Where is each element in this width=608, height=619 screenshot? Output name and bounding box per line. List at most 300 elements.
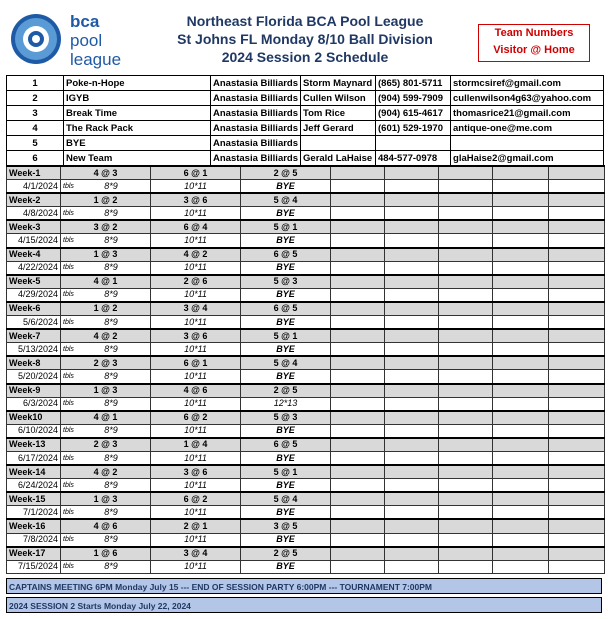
empty-cell (385, 519, 439, 533)
table-assignment-cell: 10*11 (151, 397, 241, 411)
date-row (7, 424, 605, 438)
empty-cell (493, 261, 549, 275)
header (0, 0, 608, 75)
empty-cell (385, 193, 439, 207)
empty-cell (493, 424, 549, 438)
matchup-cell: 6 @ 2 (151, 492, 241, 506)
empty-cell (385, 343, 439, 357)
empty-cell (439, 316, 493, 330)
empty-cell (439, 356, 493, 370)
empty-cell (493, 329, 549, 343)
empty-cell (549, 275, 605, 289)
week-label: Week-13 (7, 438, 61, 452)
tables-value: 8*9 (104, 561, 118, 572)
matchup-cell: 1 @ 3 (61, 248, 151, 262)
table-assignment-cell: 10*11 (151, 316, 241, 330)
table-assignment-cell: BYE (241, 424, 331, 438)
week-label: Week-6 (7, 302, 61, 316)
logo-text-bca: bca (70, 12, 100, 31)
table-assignment-cell: BYE (241, 234, 331, 248)
matchup-cell: 5 @ 1 (241, 329, 331, 343)
matchup-cell: 2 @ 5 (241, 384, 331, 398)
empty-cell (493, 560, 549, 573)
matchup-cell: 5 @ 3 (241, 411, 331, 425)
empty-cell (549, 424, 605, 438)
tables-label: tbls (63, 318, 74, 326)
empty-cell (493, 411, 549, 425)
schedule-table (6, 165, 605, 574)
matchup-cell: 6 @ 5 (241, 438, 331, 452)
table-assignment-cell (61, 424, 151, 438)
empty-cell (331, 207, 385, 221)
logo-text-pool: pool (70, 31, 103, 50)
tables-label: tbls (63, 481, 74, 489)
tables-label: tbls (63, 345, 74, 353)
week-row (7, 465, 605, 479)
empty-cell (493, 451, 549, 465)
empty-cell (385, 248, 439, 262)
title-line-2: St Johns FL Monday 8/10 Ball Division (177, 31, 433, 47)
team-captain: Storm Maynard (301, 76, 376, 91)
matchup-cell: 1 @ 3 (61, 492, 151, 506)
matchup-cell: 1 @ 2 (61, 193, 151, 207)
empty-cell (331, 234, 385, 248)
empty-cell (549, 547, 605, 561)
empty-cell (439, 519, 493, 533)
week-label: Week-3 (7, 220, 61, 234)
empty-cell (493, 533, 549, 547)
empty-cell (385, 180, 439, 194)
week-label: Week-5 (7, 275, 61, 289)
tables-label: tbls (63, 182, 74, 190)
team-number: 3 (7, 106, 64, 121)
empty-cell (385, 451, 439, 465)
week-label: Week-14 (7, 465, 61, 479)
logo-text-league: league (70, 50, 122, 69)
matchup-cell: 3 @ 6 (151, 193, 241, 207)
empty-cell (385, 261, 439, 275)
team-number: 2 (7, 91, 64, 106)
matchup-cell: 1 @ 2 (61, 302, 151, 316)
tables-label: tbls (63, 264, 74, 272)
empty-cell (439, 180, 493, 194)
week-row (7, 302, 605, 316)
empty-cell (331, 193, 385, 207)
tables-value: 8*9 (104, 479, 118, 490)
empty-cell (549, 411, 605, 425)
week-row (7, 329, 605, 343)
empty-cell (549, 479, 605, 493)
empty-cell (439, 248, 493, 262)
table-assignment-cell: 10*11 (151, 451, 241, 465)
table-assignment-cell: BYE (241, 207, 331, 221)
empty-cell (385, 397, 439, 411)
matchup-cell: 5 @ 4 (241, 193, 331, 207)
empty-cell (439, 397, 493, 411)
empty-cell (385, 316, 439, 330)
tables-label: tbls (63, 427, 74, 435)
table-assignment-cell: 10*11 (151, 506, 241, 520)
table-assignment-cell: BYE (241, 370, 331, 384)
tables-value: 8*9 (104, 425, 118, 436)
empty-cell (385, 288, 439, 302)
bca-logo (10, 8, 130, 70)
empty-cell (385, 234, 439, 248)
team-phone (376, 136, 451, 151)
team-phone: (904) 615-4617 (376, 106, 451, 121)
table-assignment-cell: 10*11 (151, 261, 241, 275)
table-assignment-cell: 10*11 (151, 560, 241, 573)
empty-cell (331, 533, 385, 547)
table-assignment-cell (61, 288, 151, 302)
team-phone: 484-577-0978 (376, 151, 451, 166)
matchup-cell: 6 @ 1 (151, 356, 241, 370)
team-name: Poke-n-Hope (64, 76, 211, 91)
tables-label: tbls (63, 508, 74, 516)
empty-cell (493, 519, 549, 533)
week-date: 4/1/2024 (7, 180, 61, 194)
week-date: 4/29/2024 (7, 288, 61, 302)
table-assignment-cell: 10*11 (151, 424, 241, 438)
team-captain (301, 136, 376, 151)
empty-cell (385, 438, 439, 452)
matchup-cell: 4 @ 1 (61, 411, 151, 425)
matchup-cell: 6 @ 5 (241, 302, 331, 316)
empty-cell (439, 193, 493, 207)
team-row (7, 136, 604, 151)
week-label: Week-7 (7, 329, 61, 343)
empty-cell (439, 438, 493, 452)
empty-cell (549, 207, 605, 221)
empty-cell (493, 343, 549, 357)
team-venue: Anastasia Billiards (211, 121, 301, 136)
matchup-cell: 2 @ 6 (151, 275, 241, 289)
week-date: 6/3/2024 (7, 397, 61, 411)
date-row (7, 397, 605, 411)
empty-cell (331, 547, 385, 561)
empty-cell (493, 220, 549, 234)
empty-cell (439, 533, 493, 547)
empty-cell (331, 519, 385, 533)
team-email: thomasrice21@gmail.com (451, 106, 604, 121)
matchup-cell: 3 @ 4 (151, 547, 241, 561)
table-assignment-cell (61, 370, 151, 384)
empty-cell (549, 343, 605, 357)
table-assignment-cell (61, 451, 151, 465)
team-venue: Anastasia Billiards (211, 91, 301, 106)
matchup-cell: 5 @ 3 (241, 275, 331, 289)
tables-label: tbls (63, 400, 74, 408)
empty-cell (549, 465, 605, 479)
team-phone: (904) 599-7909 (376, 91, 451, 106)
week-row (7, 248, 605, 262)
team-email: cullenwilson4g63@yahoo.com (451, 91, 604, 106)
week-date: 4/22/2024 (7, 261, 61, 275)
week-date: 4/15/2024 (7, 234, 61, 248)
team-captain: Jeff Gerard (301, 121, 376, 136)
date-row (7, 506, 605, 520)
week-date: 5/13/2024 (7, 343, 61, 357)
week-row (7, 356, 605, 370)
date-row (7, 316, 605, 330)
empty-cell (331, 397, 385, 411)
empty-cell (385, 166, 439, 180)
table-assignment-cell: BYE (241, 261, 331, 275)
captains-meeting-banner: CAPTAINS MEETING 6PM Monday July 15 --- END OF SESSION PARTY 6:00PM --- TOURNAMENT 7:00PM (6, 578, 602, 594)
empty-cell (331, 275, 385, 289)
empty-cell (439, 343, 493, 357)
table-assignment-cell: BYE (241, 451, 331, 465)
empty-cell (439, 220, 493, 234)
matchup-cell: 1 @ 4 (151, 438, 241, 452)
matchup-cell: 6 @ 2 (151, 411, 241, 425)
team-email: stormcsiref@gmail.com (451, 76, 604, 91)
empty-cell (331, 370, 385, 384)
team-captain: Gerald LaHaise (301, 151, 376, 166)
date-row (7, 207, 605, 221)
tables-value: 8*9 (104, 506, 118, 517)
table-assignment-cell: BYE (241, 560, 331, 573)
empty-cell (331, 343, 385, 357)
table-assignment-cell: BYE (241, 316, 331, 330)
week-row (7, 519, 605, 533)
bca-logo-icon (10, 8, 130, 70)
empty-cell (439, 465, 493, 479)
tables-label: tbls (63, 237, 74, 245)
table-assignment-cell: 10*11 (151, 370, 241, 384)
empty-cell (439, 261, 493, 275)
matchup-cell: 5 @ 1 (241, 465, 331, 479)
date-row (7, 343, 605, 357)
empty-cell (331, 220, 385, 234)
date-row (7, 533, 605, 547)
empty-cell (549, 248, 605, 262)
team-number: 1 (7, 76, 64, 91)
empty-cell (493, 384, 549, 398)
empty-cell (493, 316, 549, 330)
table-assignment-cell: BYE (241, 533, 331, 547)
table-assignment-cell: 10*11 (151, 533, 241, 547)
empty-cell (385, 424, 439, 438)
empty-cell (549, 384, 605, 398)
empty-cell (549, 166, 605, 180)
empty-cell (331, 492, 385, 506)
week-label: Week-4 (7, 248, 61, 262)
week-label: Week-16 (7, 519, 61, 533)
empty-cell (549, 234, 605, 248)
empty-cell (385, 329, 439, 343)
empty-cell (331, 479, 385, 493)
empty-cell (549, 506, 605, 520)
empty-cell (549, 397, 605, 411)
empty-cell (549, 288, 605, 302)
tables-value: 8*9 (104, 207, 118, 218)
empty-cell (549, 193, 605, 207)
empty-cell (439, 166, 493, 180)
tables-label: tbls (63, 209, 74, 217)
table-assignment-cell (61, 261, 151, 275)
table-assignment-cell: BYE (241, 288, 331, 302)
table-assignment-cell: 10*11 (151, 207, 241, 221)
page-title (150, 12, 460, 66)
team-venue: Anastasia Billiards (211, 136, 301, 151)
empty-cell (331, 180, 385, 194)
week-date: 6/24/2024 (7, 479, 61, 493)
week-row (7, 220, 605, 234)
date-row (7, 261, 605, 275)
tables-label: tbls (63, 536, 74, 544)
table-assignment-cell: 10*11 (151, 343, 241, 357)
matchup-cell: 3 @ 5 (241, 519, 331, 533)
week-row (7, 275, 605, 289)
week-label: Week-15 (7, 492, 61, 506)
week-label: Week-8 (7, 356, 61, 370)
matchup-cell: 3 @ 2 (61, 220, 151, 234)
table-assignment-cell (61, 506, 151, 520)
week-label: Week10 (7, 411, 61, 425)
empty-cell (331, 302, 385, 316)
tables-label: tbls (63, 563, 74, 571)
tables-label: tbls (63, 372, 74, 380)
tables-value: 8*9 (104, 180, 118, 191)
empty-cell (493, 234, 549, 248)
empty-cell (549, 519, 605, 533)
matchup-cell: 5 @ 4 (241, 492, 331, 506)
tables-value: 8*9 (104, 262, 118, 273)
title-line-3: 2024 Session 2 Schedule (221, 49, 389, 65)
empty-cell (439, 275, 493, 289)
matchup-cell: 2 @ 3 (61, 356, 151, 370)
empty-cell (331, 438, 385, 452)
empty-cell (549, 261, 605, 275)
team-captain: Cullen Wilson (301, 91, 376, 106)
empty-cell (493, 465, 549, 479)
week-row (7, 193, 605, 207)
empty-cell (549, 180, 605, 194)
date-row (7, 451, 605, 465)
tables-value: 8*9 (104, 316, 118, 327)
empty-cell (439, 207, 493, 221)
table-assignment-cell: 10*11 (151, 180, 241, 194)
empty-cell (493, 356, 549, 370)
week-label: Week-2 (7, 193, 61, 207)
empty-cell (385, 384, 439, 398)
empty-cell (493, 275, 549, 289)
empty-cell (493, 207, 549, 221)
empty-cell (493, 193, 549, 207)
week-row (7, 547, 605, 561)
date-row (7, 180, 605, 194)
table-assignment-cell (61, 234, 151, 248)
team-email: glaHaise2@gmail.com (451, 151, 604, 166)
empty-cell (493, 479, 549, 493)
empty-cell (549, 451, 605, 465)
empty-cell (493, 248, 549, 262)
week-row (7, 166, 605, 180)
team-name: The Rack Pack (64, 121, 211, 136)
empty-cell (331, 261, 385, 275)
team-row (7, 106, 604, 121)
title-line-1: Northeast Florida BCA Pool League (186, 13, 424, 29)
empty-cell (331, 424, 385, 438)
team-phone: (865) 801-5711 (376, 76, 451, 91)
team-row (7, 76, 604, 91)
empty-cell (439, 479, 493, 493)
empty-cell (331, 506, 385, 520)
empty-cell (385, 465, 439, 479)
empty-cell (493, 180, 549, 194)
empty-cell (331, 411, 385, 425)
note-line-1: Team Numbers (494, 27, 574, 39)
team-row (7, 91, 604, 106)
empty-cell (549, 492, 605, 506)
matchup-cell: 3 @ 4 (151, 302, 241, 316)
empty-cell (331, 329, 385, 343)
empty-cell (385, 411, 439, 425)
matchup-cell: 4 @ 1 (61, 275, 151, 289)
matchup-cell: 4 @ 2 (151, 248, 241, 262)
table-assignment-cell: 10*11 (151, 479, 241, 493)
empty-cell (385, 560, 439, 573)
empty-cell (493, 492, 549, 506)
empty-cell (385, 356, 439, 370)
team-row (7, 121, 604, 136)
tables-value: 8*9 (104, 235, 118, 246)
matchup-cell: 6 @ 5 (241, 248, 331, 262)
empty-cell (331, 356, 385, 370)
matchup-cell: 5 @ 4 (241, 356, 331, 370)
empty-cell (549, 370, 605, 384)
tables-label: tbls (63, 454, 74, 462)
tables-value: 8*9 (104, 289, 118, 300)
matchup-cell: 4 @ 2 (61, 465, 151, 479)
week-row (7, 384, 605, 398)
table-assignment-cell: 10*11 (151, 288, 241, 302)
empty-cell (439, 424, 493, 438)
empty-cell (385, 547, 439, 561)
table-assignment-cell (61, 533, 151, 547)
empty-cell (331, 288, 385, 302)
team-numbers-note (478, 24, 590, 62)
matchup-cell: 4 @ 6 (61, 519, 151, 533)
empty-cell (331, 316, 385, 330)
empty-cell (331, 465, 385, 479)
tables-value: 8*9 (104, 452, 118, 463)
table-assignment-cell (61, 397, 151, 411)
team-venue: Anastasia Billiards (211, 106, 301, 121)
empty-cell (493, 547, 549, 561)
table-assignment-cell: BYE (241, 343, 331, 357)
team-captain: Tom Rice (301, 106, 376, 121)
team-number: 4 (7, 121, 64, 136)
empty-cell (385, 479, 439, 493)
empty-cell (549, 560, 605, 573)
empty-cell (493, 166, 549, 180)
date-row (7, 479, 605, 493)
empty-cell (385, 492, 439, 506)
week-date: 5/6/2024 (7, 316, 61, 330)
empty-cell (439, 506, 493, 520)
empty-cell (549, 356, 605, 370)
matchup-cell: 3 @ 6 (151, 465, 241, 479)
team-row (7, 151, 604, 166)
team-email: antique-one@me.com (451, 121, 604, 136)
week-label: Week-9 (7, 384, 61, 398)
empty-cell (439, 384, 493, 398)
team-email (451, 136, 604, 151)
week-row (7, 492, 605, 506)
matchup-cell: 2 @ 1 (151, 519, 241, 533)
